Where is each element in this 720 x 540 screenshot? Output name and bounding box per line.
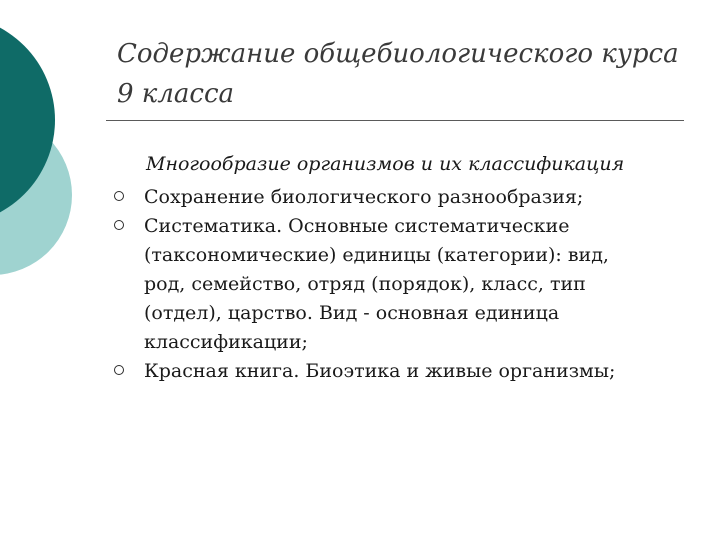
list-item-text-line: (отдел), царство. Вид - основная единица: [144, 302, 560, 324]
list-item-text-line: род, семейство, отряд (порядок), класс, тип: [144, 273, 586, 295]
list-item: [112, 183, 712, 212]
slide-title: [117, 34, 707, 114]
list-item-text: Сохранение биологического разнообразия;: [144, 186, 584, 208]
circle-bullet-icon: [114, 365, 124, 375]
circle-bullet-icon: [114, 191, 124, 201]
list-item: [112, 357, 712, 386]
subheading: Многообразие организмов и их классификация: [146, 153, 625, 175]
title-divider: [106, 120, 684, 121]
decorative-circles: [0, 0, 120, 300]
circle-bullet-icon: [114, 220, 124, 230]
list-item: [112, 212, 712, 357]
bullet-list: [112, 183, 712, 386]
list-item-text-line: классификации;: [144, 331, 308, 353]
list-item-text: Красная книга. Биоэтика и живые организмы;: [144, 360, 616, 382]
list-item-text-line: Систематика. Основные систематические: [144, 215, 570, 237]
title-line-2: 9 класса: [117, 79, 235, 109]
title-line-1: Содержание общебиологического курса: [117, 39, 679, 69]
list-item-text-line: (таксономические) единицы (категории): вид,: [144, 244, 609, 266]
